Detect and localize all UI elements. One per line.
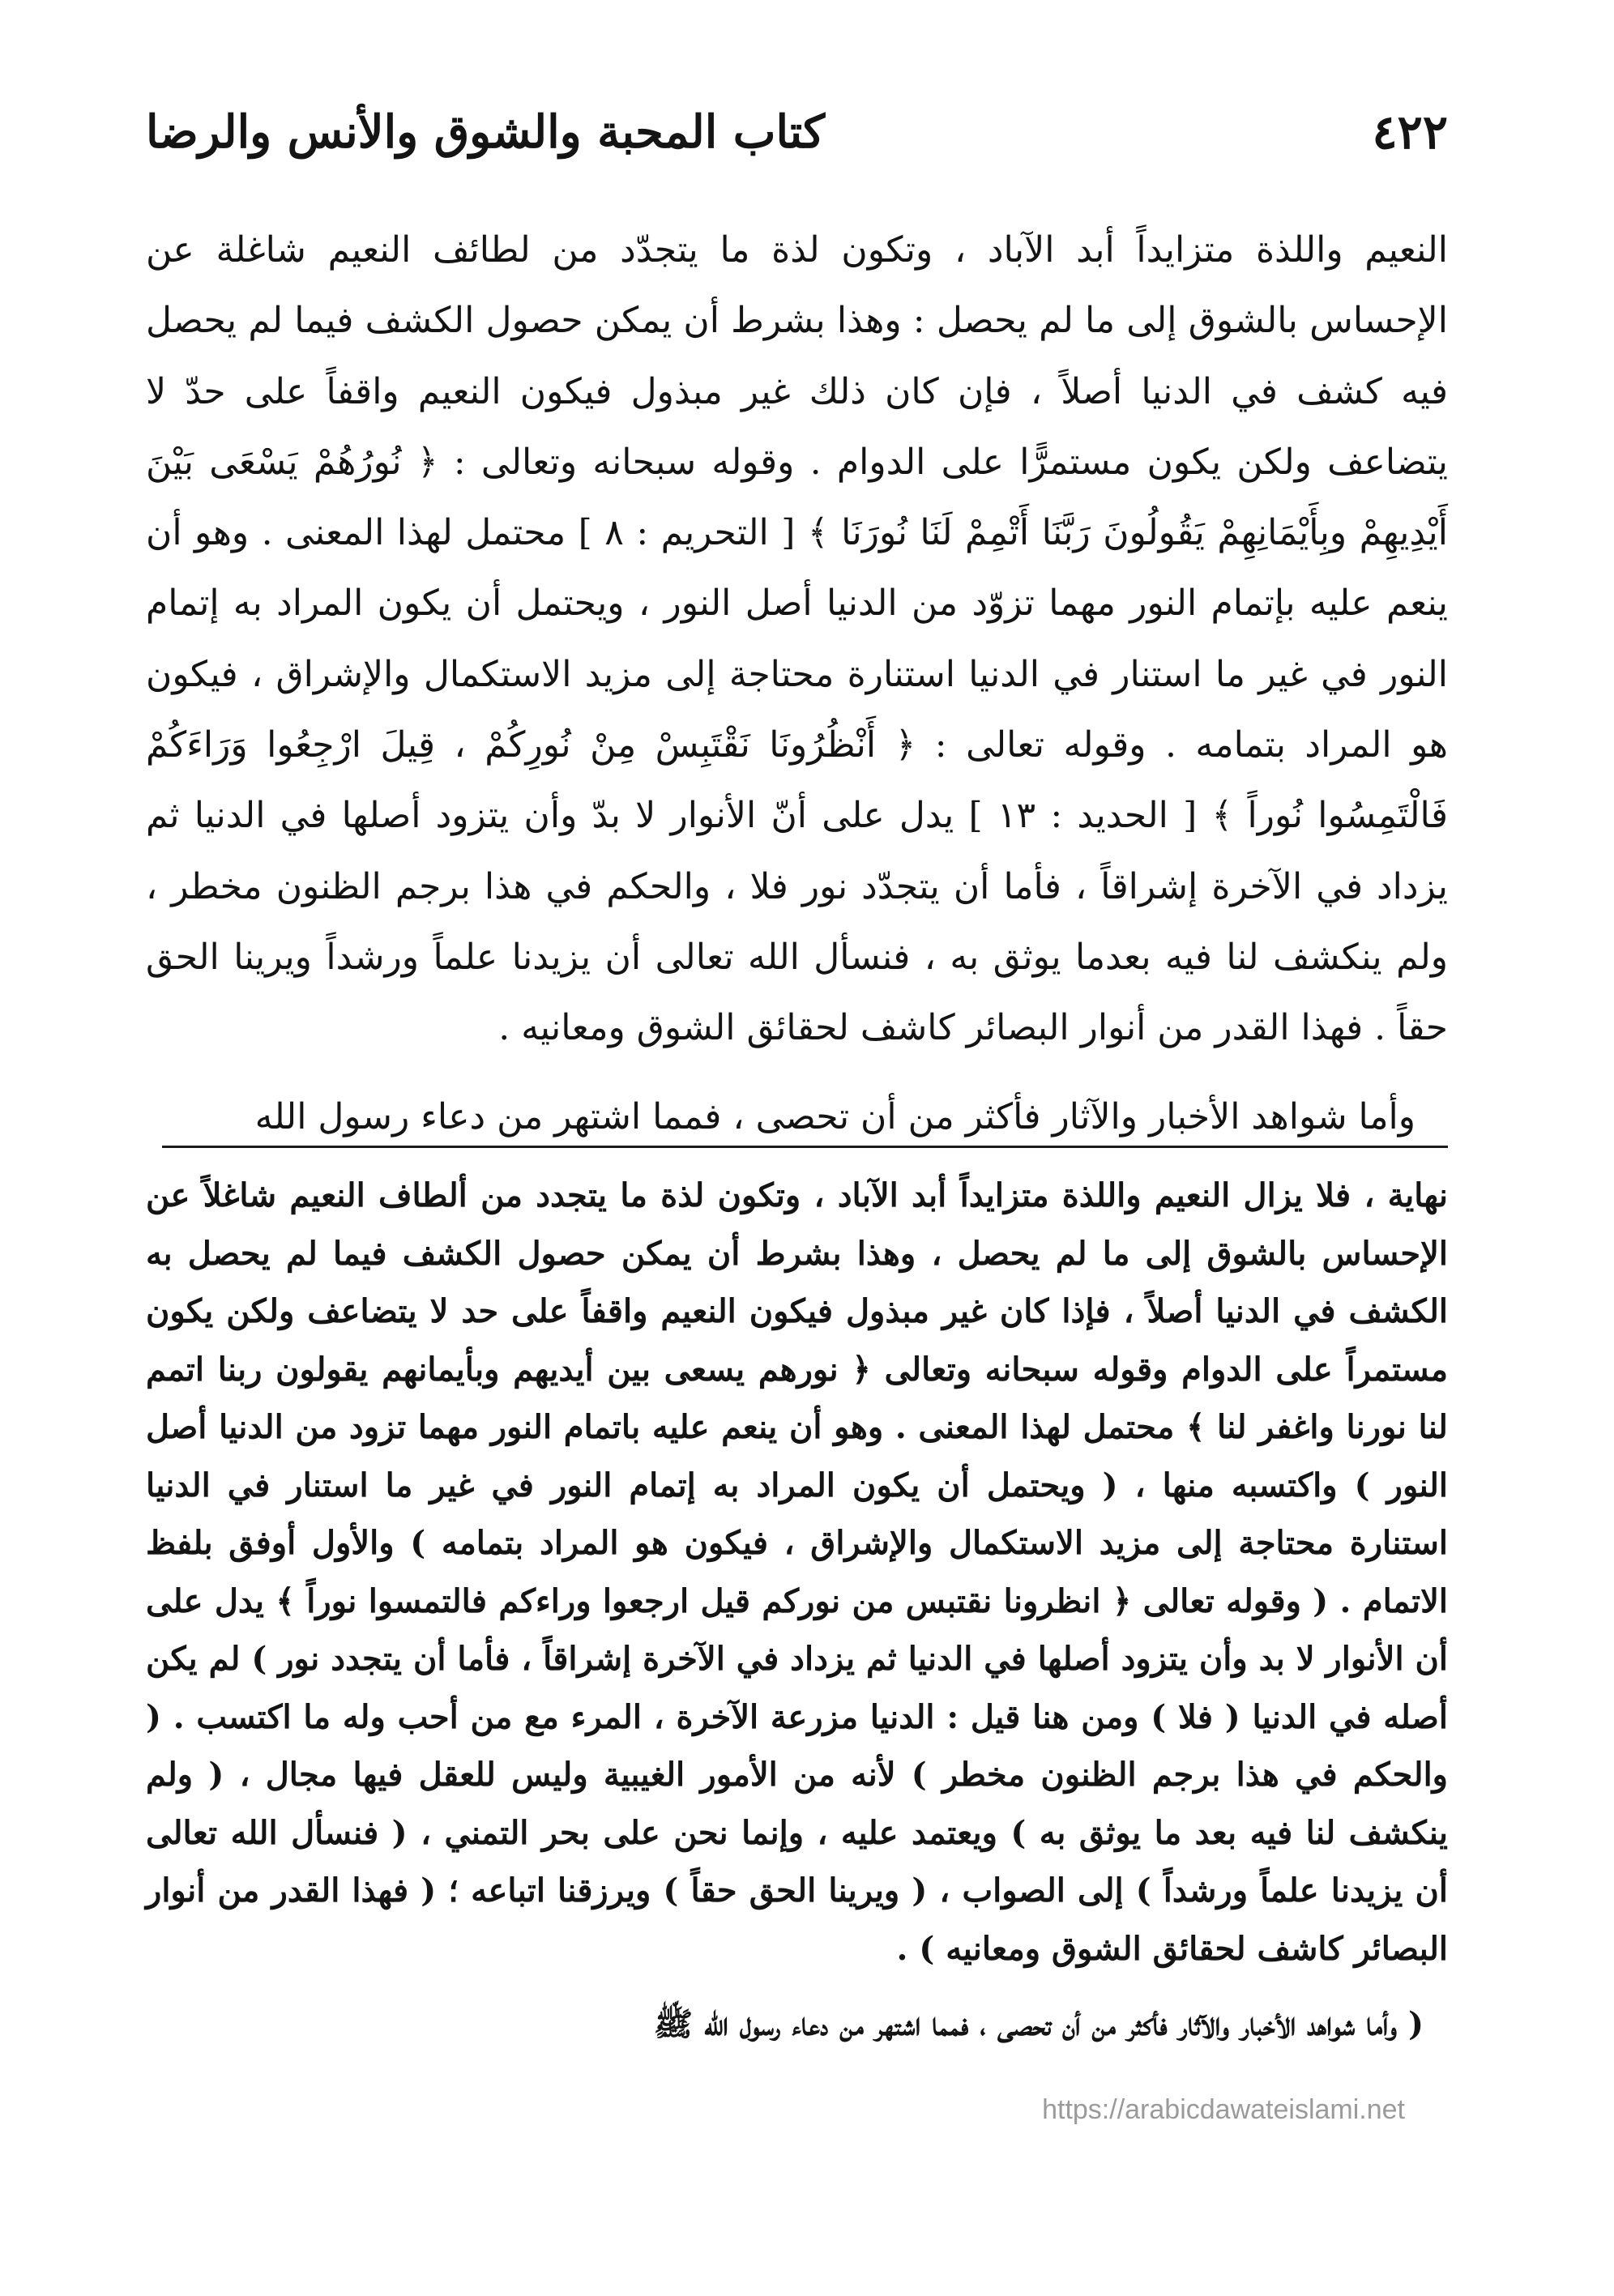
commentary-text [146, 1167, 1448, 2054]
commentary-paragraph: ( وأما شواهد الأخبار والآثار فأكثر من أن تحصى ، فمما اشتهر من دعاء رسول الله ﷺ [653, 2005, 1424, 2043]
running-title: كتاب المحبة والشوق والأنس والرضا [146, 105, 826, 159]
section-divider [162, 1146, 1448, 1148]
page-header [146, 96, 1448, 169]
commentary-paragraph: نهاية ، فلا يزال النعيم واللذة متزايداً أبد الآباد ، وتكون لذة ما يتجدد من ألطاف النعيم شاغلاً عن الإحساس بالشوق إلى ما لم يحصل ، وهذا بشرط أن يمكن حصول الكشف فيما لم يحصل به الكشف في الدنيا أصلاً ، فإذا كان غير مبذول فيكون النعيم واقفاً على حد لا يتضاعف ولكن يكون مستمراً على الدوام وقوله سبحانه وتعالى ﴿ نورهم يسعى بين أيديهم وبأيمانهم يقولون ربنا اتمم لنا نورنا واغفر لنا ﴾ محتمل لهذا المعنى . وهو أن ينعم عليه باتمام النور مهما تزود من الدنيا أصل النور ) واكتسبه منها ، ( ويحتمل أن يكون المراد به إتمام النور في غير ما استنار في الدنيا استنارة محتاجة إلى مزيد الاستكمال والإشراق ، فيكون هو المراد بتمامه ) والأول أوفق بلفظ الاتمام . ( وقوله تعالى ﴿ انظرونا نقتبس من نوركم قيل ارجعوا وراءكم فالتمسوا نوراً ﴾ يدل على أن الأنوار لا بد وأن يتزود أصلها في الدنيا ثم يزداد في الآخرة إشراقاً ، فأما أن يتجدد نور ) لم يكن أصله في الدنيا ( فلا ) ومن هنا قيل : الدنيا مزرعة الآخرة ، المرء مع من أحب وله ما اكتسب . ( والحكم في هذا برجم الظنون مخطر ) لأنه من الأمور الغيبية وليس للعقل فيها مجال ، ( ولم ينكشف لنا فيه بعد ما يوثق به ) ويعتمد عليه ، وإنما نحن على بحر التمني ، ( فنسأل الله تعالى أن يزيدنا علماً ورشداً ) إلى الصواب ، ( ويرينا الحق حقاً ) ويرزقنا اتباعه ؛ ( فهذا القدر من أنوار البصائر كاشف لحقائق الشوق ومعانيه ) . [146, 1176, 1448, 1968]
main-text [146, 215, 1448, 1152]
watermark-url: https://arabicdawateislami.net [1042, 2094, 1405, 2125]
main-paragraph: النعيم واللذة متزايداً أبد الآباد ، وتكون لذة ما يتجدّد من لطائف النعيم شاغلة عن الإحساس بالشوق إلى ما لم يحصل : وهذا بشرط أن يمكن حصول الكشف فيما لم يحصل فيه كشف في الدنيا أصلاً ، فإن كان ذلك غير مبذول فيكون النعيم واقفاً على حدّ لا يتضاعف ولكن يكون مستمرًّا على الدوام . وقوله سبحانه وتعالى : ﴿ نُورُهُمْ يَسْعَى بَيْنَ أَيْدِيهِمْ وبِأَيْمَانِهِمْ يَقُولُونَ رَبَّنَا أَتْمِمْ لَنَا نُورَنَا ﴾ [ التحريم : ٨ ] محتمل لهذا المعنى . وهو أن ينعم عليه بإتمام النور مهما تزوّد من الدنيا أصل النور ، ويحتمل أن يكون المراد به إتمام النور في غير ما استنار في الدنيا استنارة محتاجة إلى مزيد الاستكمال والإشراق ، فيكون هو المراد بتمامه . وقوله تعالى : ﴿ أَنْظُرُونَا نَقْتَبِسْ مِنْ نُورِكُمْ ، قِيلَ ارْجِعُوا وَرَاءَكُمْ فَالْتَمِسُوا نُوراً ﴾ [ الحديد : ١٣ ] يدل على أنّ الأنوار لا بدّ وأن يتزود أصلها في الدنيا ثم يزداد في الآخرة إشراقاً ، فأما أن يتجدّد نور فلا ، والحكم في هذا برجم الظنون مخطر ، ولم ينكشف لنا فيه بعدما يوثق به ، فنسأل الله تعالى أن يزيدنا علماً ورشداً ويرينا الحق حقاً . فهذا القدر من أنوار البصائر كاشف لحقائق الشوق ومعانيه . [146, 229, 1449, 1049]
page-number: ٤٢٢ [1372, 105, 1448, 160]
main-paragraph: وأما شواهد الأخبار والآثار فأكثر من أن تحصى ، فمما اشتهر من دعاء رسول الله [254, 1095, 1415, 1137]
